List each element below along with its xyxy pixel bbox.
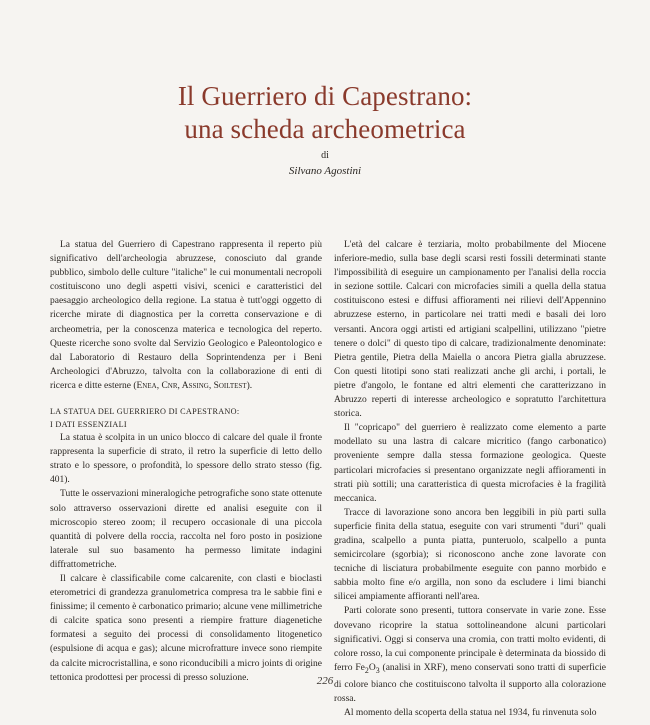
paragraph: L'età del calcare è terziaria, molto probabilmente del Miocene inferiore-medio, sulla base degli scarsi resti fossili determinati stante l'impossibilità di eseguire un campionamento per l'analisi della roccia in sezione sottile. Calcari con microfacies simili a quella della statua costituiscono estesi e diffusi affioramenti nei rilievi dell'Appennino abruzzese esterno, in particolare nei tratti medi e basali dei loro versanti. Ancora oggi artisti ed artigiani scalpellini, utilizzano "pietre tenere o dolci" di questo tipo di calcare, tradizionalmente denominate: Pietra gentile, Pietra della Maiella o ancora Pietra gialla abruzzese. Con questi litotipi sono stati realizzati anche gli archi, i portali, le pietre d'angolo, le fontane ed altri elementi che caratterizzano in Abruzzo reperti di interesse archeologico e sopratutto l'architettura storica. — [334, 240, 606, 420]
section-subheading: I DATI ESSENZIALI — [50, 420, 127, 430]
paragraph: Tracce di lavorazione sono ancora ben leggibili in più parti sulla superficie finita della statua, eseguite con vari strumenti "duri" quali gradina, scalpello a punta piatta, punteruolo, scalpello a punta semicircolare (sgorbia); si riconoscono anche zone lavorate con tecniche di lisciatura probabilmente eseguite con panno morbido e sabbia molto fine e/o argilla, non sono da escludere i limi bianchi silicei ampiamente affioranti nell'area. — [334, 507, 606, 603]
paragraph: Tutte le osservazioni mineralogiche petrografiche sono state ottenute solo attraverso osservazioni dirette ed analisi eseguite con il microscopio stereo zoom; il recupero occasionale di una piccola quantità di polvere della roccia, raccolta nel foro posto in posizione laterale sul suo basamento ha permesso limitate indagini diffrattometriche. — [50, 489, 322, 570]
left-column — [50, 238, 322, 685]
intro-text: La statua del Guerriero di Capestrano rappresenta il reperto più significativo dell'archeologia abruzzese, conosciuto dal grande pubblico, simbolo delle culture "italiche" le cui monumentali necropoli costituiscono uno degli aspetti visivi, scenici e caratteristici del paesaggio archeologico della regione. La statua è tutt'oggi oggetto di ricerche mirate di diagnostica per la corretta conservazione e di archeometria, per la conoscenza materica e tecnologica del reperto. Queste ricerche sono svolte dal Servizio Geologico e Paleontologico e dal Laboratorio di Restauro della Soprintendenza per i Beni Archeologici d'Abruzzo, talvolta con la collaborazione di enti di ricerca e ditte esterne ( — [50, 240, 322, 391]
pigment-text: Parti colorate sono presenti, tuttora conservate in varie zone. Esse dovevano ricoprire la statua sottolineandone alcuni particolari significativi. Oggi si conserva una cromia, con tratti molto evidenti, di colore rosso, la cui componente principale è determinata da biossido di ferro — [334, 606, 606, 673]
formula-fe: Fe — [355, 662, 365, 673]
intro-paragraph — [50, 238, 322, 393]
title-line-1: Il Guerriero di Capestrano: — [177, 81, 473, 111]
page-number: 226 — [316, 675, 334, 687]
paragraph: Il "copricapo" del guerriero è realizzato come elemento a parte modellato su una lastra di calcare micritico (fango carbonatico) proveniente sempre dalla stessa formazione geologica. Queste particolari microfacies si presentano organizzate negli affioramenti in strati più sottili; una caratteristica di questa microfacies è la fragilità meccanica. — [334, 423, 606, 504]
right-column — [334, 238, 606, 720]
intro-end: ). — [246, 380, 253, 391]
paragraph: La statua è scolpita in un unico blocco di calcare del quale il fronte rappresenta la superficie di strato, il retro la superficie di letto dello strato e lo spessore, o profondità, lo spessore dello strato stesso (fig. 401). — [50, 433, 322, 486]
title-line-2: una scheda archeometrica — [184, 114, 466, 144]
article-title — [0, 80, 650, 146]
formula-sub-3: 3 — [375, 665, 380, 675]
paragraph-pigments — [334, 604, 606, 706]
formula-o: O — [368, 662, 376, 673]
author-name: Silvano Agostini — [288, 165, 362, 177]
formula-sub-2: 2 — [364, 665, 369, 675]
paragraph: Al momento della scoperta della statua nel 1934, fu rinvenuta solo — [344, 707, 597, 718]
pigment-text-end: (analisi in XRF), meno conservati sono tratti di superficie di colore bianco che costituiscono talvolta il supporto alla colorazione rossa. — [334, 662, 606, 704]
section-heading: LA STATUA DEL GUERRIERO DI CAPESTRANO: — [50, 407, 240, 417]
paragraph: Il calcare è classificabile come calcarenite, con clasti e bioclasti eterometrici di grandezza granulometrica compresa tra le sabbie fini e finissime; il cemento è carbonatico primario; alcune vene millimetriche di calcite spatica sono presenti a riempire fratture diagenetiche formatesi a seguito dei processi di consolidamento litogenetico (espulsione di acqua e gas); alcune microfratture invece sono riempite da calcite microcristallina, e sono riconducibili a micro joints di origine tettonica prodottesi per processi di presso soluzione. — [50, 573, 322, 683]
byline: di — [321, 150, 329, 161]
institutions-list: Enea, Cnr, Assing, Soiltest — [136, 380, 247, 391]
